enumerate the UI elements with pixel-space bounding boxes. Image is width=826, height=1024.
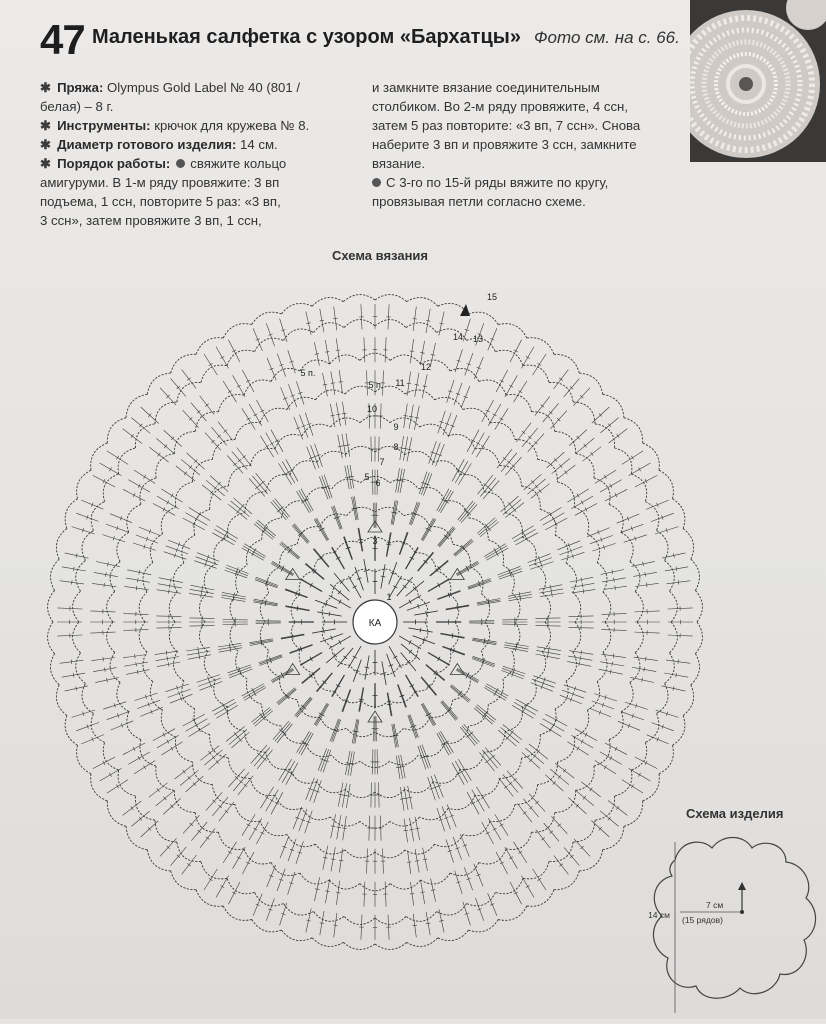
note-5p-label: 5 п. [369, 380, 384, 390]
stitch-bar [331, 826, 335, 827]
rows-label: (15 рядов) [682, 915, 723, 925]
stitch-bar [275, 802, 279, 804]
stitch-bar [205, 404, 209, 407]
stitch-bar [420, 352, 424, 353]
stitch-bar [228, 391, 232, 393]
stitch-bar [247, 824, 251, 826]
stitch-bar [387, 544, 391, 545]
stitch-bar [552, 723, 554, 727]
stitch-bar [481, 796, 485, 798]
stitch-bar [524, 534, 526, 538]
stitch-bar [198, 647, 199, 651]
stitch-bar [209, 751, 212, 755]
stitch-bar [552, 593, 553, 597]
stitch-bar [580, 656, 581, 660]
stitch-bar [333, 925, 337, 926]
stitch-bar [615, 493, 617, 497]
stitch-bar [421, 892, 425, 893]
row-number-label: 14 [453, 332, 463, 342]
stitch-bar [407, 449, 411, 450]
stitch-bar [500, 380, 504, 382]
stitch-bar [198, 651, 199, 655]
stitch-bar [260, 832, 264, 834]
stitch-bar [183, 770, 186, 774]
stitch-bar [209, 363, 213, 365]
stitch-bar [342, 413, 346, 414]
stitch-bar [538, 363, 542, 365]
stitch-bar [331, 383, 335, 384]
stitch-bar [275, 440, 279, 442]
pattern-title: Маленькая салфетка с узором «Бархатцы» [92, 24, 521, 50]
asterisk-icon: ✱ [40, 156, 51, 171]
stitch-bar [346, 445, 350, 446]
stitch-bar [400, 799, 404, 800]
stitch-bar [167, 656, 168, 660]
stitch-bar [613, 654, 614, 658]
stitch-bar [365, 667, 369, 668]
stitch-bar [631, 785, 633, 789]
stitch-bar [410, 351, 414, 352]
stitch-bar [224, 430, 228, 433]
stitch-bar [581, 740, 583, 744]
stitch-bar [166, 651, 167, 655]
stitch-bar [631, 456, 633, 460]
stitch-bar [254, 414, 258, 416]
stitch-bar [116, 456, 118, 460]
stitch-bar [415, 861, 419, 862]
stitch-bar [538, 878, 542, 880]
stitch-bar [116, 785, 118, 789]
stitch-bar [579, 662, 580, 666]
stitch-bar [252, 688, 254, 692]
stitch-bar [460, 771, 464, 773]
instructions-column: и замкните вязание соединительным столбиком. Во 2-м ряду провяжите, 4 ссн, затем 5 раз повторите: «3 вп, 7 ссн». Снова наберите 3 вп и провяжите 3 ссн, замкните вязание. С 3-го по 15-й ряды вяжите по кругу, провязывая петли согласно схеме. [372, 78, 672, 211]
stitch-bar [195, 517, 197, 521]
stitch-bar [220, 356, 224, 358]
stitch-bar [136, 586, 137, 590]
row-number-label: 8 [393, 442, 398, 452]
stitch-bar [247, 418, 251, 420]
stitch-bar [202, 585, 203, 589]
stitch-bar [647, 583, 648, 587]
stitch-bar [387, 704, 391, 705]
stitch-bar [645, 572, 646, 576]
radius-label: 7 см [706, 900, 723, 910]
stitch-bar [615, 586, 616, 590]
stitch-bar [283, 769, 287, 771]
stitch-bar [614, 578, 615, 582]
stitch-bar [409, 416, 413, 417]
stitch-bar [548, 650, 549, 654]
pattern-number: 47 [40, 18, 85, 62]
stitch-bar [393, 586, 397, 588]
stitch-bar [471, 802, 475, 804]
stitch-bar [410, 894, 414, 895]
stitch-bar [171, 494, 173, 498]
stitch-bar [420, 628, 421, 632]
asterisk-icon: ✱ [40, 118, 51, 133]
stitch-bar [136, 662, 137, 666]
mini-scheme-title: Схема изделия [686, 806, 783, 821]
stitch-bar [518, 391, 522, 393]
stitch-bar [135, 654, 136, 658]
stitch-bar [494, 692, 496, 696]
stitch-bar [503, 457, 506, 460]
stitch-bar [167, 740, 169, 744]
stitch-bar [426, 611, 427, 615]
stitch-bar [581, 501, 583, 505]
stitch-bar [74, 567, 75, 571]
center-label: КА [369, 618, 382, 629]
row-number-label: 3 [372, 536, 377, 546]
stitch-bar [526, 885, 530, 887]
specs-column: ✱ Пряжа: Olympus Gold Label № 40 (801 / белая) – 8 г. ✱ Инструменты: крючок для кружева № 8. ✱ Диаметр готового изделия: 14 см. ✱ Порядок работы: свяжите кольцо амигуруми. В 1-м ряду провяжите: 3 вп подъема, 1 ссн, повторите 5 раз: «3 вп, 3 ссн», затем провяжите 3 вп, 1 ссн, [40, 78, 340, 230]
stitch-bar [339, 382, 343, 383]
stitch-bar [393, 656, 397, 658]
stitch-bar [481, 445, 485, 447]
stitch-bar [524, 707, 526, 711]
stitch-bar [523, 812, 527, 815]
stitch-bar [333, 318, 337, 319]
stitch-bar [353, 586, 357, 588]
scheme-title: Схема вязания [300, 248, 460, 263]
stitch-bar [103, 657, 104, 661]
stitch-bar [339, 640, 341, 644]
stitch-bar [460, 471, 464, 473]
stitch-bar [287, 771, 291, 773]
stitch-bar [246, 380, 250, 382]
stitch-bar [138, 756, 140, 760]
stitch-bar [413, 925, 417, 926]
stitch-bar [228, 851, 232, 853]
stitch-bar [131, 806, 134, 810]
stitch-bar [400, 448, 404, 449]
stitch-bar [520, 597, 521, 601]
stitch-bar [518, 851, 522, 853]
stitch-bar [471, 440, 475, 442]
stitch-bar [616, 806, 619, 810]
stitch-bar [409, 600, 411, 604]
stitch-bar [617, 434, 620, 438]
stitch-bar [547, 654, 548, 658]
photo-reference: Фото см. на с. 66. [534, 26, 680, 50]
stitch-bar [224, 707, 226, 711]
stitch-bar [476, 799, 480, 801]
row-number-label: 5 [364, 472, 369, 482]
row-number-label: 6 [375, 478, 380, 488]
stitch-bar [195, 723, 197, 727]
stitch-bar [500, 418, 504, 420]
header [40, 18, 690, 62]
stitch-bar [426, 923, 430, 924]
stitch-bar [612, 662, 613, 666]
stitch-bar [339, 600, 341, 604]
stitch-bar [242, 456, 246, 459]
stitch-bar [644, 667, 645, 671]
stitch-bar [226, 530, 228, 534]
stitch-bar [526, 356, 530, 358]
stitch-bar [359, 539, 363, 540]
stitch-bar [163, 733, 165, 737]
stitch-bar [339, 860, 343, 861]
stitch-bar [522, 710, 524, 714]
stitch-bar [583, 589, 584, 593]
stitch-bar [320, 923, 324, 924]
stitch-bar [254, 828, 258, 830]
stitch-bar [509, 857, 513, 859]
stitch-bar [549, 647, 550, 651]
stitch-bar [171, 747, 173, 751]
stitch-bar [237, 857, 241, 859]
stitch-bar [71, 660, 72, 664]
stitch-bar [260, 410, 264, 412]
arch-mark [286, 664, 300, 675]
stitch-bar [292, 634, 293, 638]
stitch-bar [270, 799, 274, 801]
bullet-icon [176, 159, 185, 168]
stitch-bar [350, 476, 354, 477]
stitch-bar [265, 796, 269, 798]
stitch-bar [329, 612, 330, 616]
stitch-bar [206, 837, 210, 840]
stitch-bar [342, 445, 346, 446]
stitch-bar [229, 643, 230, 647]
stitch-bar [336, 414, 340, 415]
stitch-bar [104, 583, 105, 587]
stitch-bar [539, 489, 542, 493]
stitch-bar [187, 378, 191, 381]
stitch-bar [287, 471, 291, 473]
stitch-bar [610, 484, 612, 488]
stitch-bar [403, 416, 407, 417]
stitch-bar [610, 756, 612, 760]
stitch-bar [537, 750, 540, 753]
stitch-bar [493, 414, 497, 416]
stitch-bar [144, 765, 146, 769]
stitch-bar [638, 467, 640, 471]
stitch-bar [541, 838, 545, 841]
crochet-chart [30, 280, 730, 960]
stitch-bar [452, 634, 453, 638]
stitch-bar [225, 810, 228, 813]
stitch-bar [336, 893, 340, 894]
row-number-label: 11 [395, 378, 404, 388]
stitch-bar [541, 405, 545, 408]
stitch-bar [331, 859, 335, 860]
stitch-bar [72, 580, 73, 584]
stitch-bar [590, 788, 593, 792]
stitch-bar [678, 580, 679, 584]
stitch-bar [407, 862, 411, 863]
stitch-bar [504, 786, 508, 789]
stitch-bar [676, 567, 677, 571]
stitch-bar [167, 501, 169, 505]
stitch-bar [301, 741, 305, 743]
stitch-bar [581, 650, 582, 654]
row-number-label: 12 [421, 362, 431, 372]
row-number-label: 1 [386, 592, 391, 602]
stitch-bar [105, 668, 106, 672]
stitch-bar [320, 320, 324, 321]
stitch-bar [342, 828, 346, 829]
stitch-bar [209, 878, 213, 880]
stitch-bar [563, 769, 566, 772]
row-number-label: 15 [487, 292, 497, 302]
stitch-bar [73, 673, 74, 677]
diameter-label: 14 см [648, 910, 670, 920]
stitch-bar [577, 494, 579, 498]
row-number-label: 10 [367, 404, 377, 414]
stitch-bar [254, 548, 256, 552]
stitch-bar [337, 827, 341, 828]
stitch-bar [404, 830, 408, 831]
note-5p-label: 5 п. [301, 368, 316, 378]
stitch-bar [144, 475, 146, 479]
stitch-bar [109, 773, 111, 777]
stitch-bar [409, 829, 413, 830]
asterisk-icon: ✱ [40, 137, 51, 152]
doily-photo [690, 0, 826, 162]
row-number-label: 9 [393, 422, 398, 432]
stitch-bar [522, 431, 525, 434]
stitch-bar [382, 673, 386, 674]
stitch-bar [364, 571, 368, 572]
bullet-icon [372, 178, 381, 187]
stitch-bar [413, 319, 417, 320]
stitch-bar [500, 824, 504, 826]
stitch-bar [445, 501, 449, 503]
start-arrow-icon [460, 304, 470, 316]
stitch-bar [559, 378, 563, 381]
stitch-bar [577, 747, 579, 751]
stitch-bar [105, 572, 106, 576]
stitch-bar [158, 453, 161, 457]
stitch-bar [565, 471, 568, 475]
stitch-bar [210, 491, 213, 494]
stitch-bar [187, 863, 191, 866]
stitch-bar [338, 794, 342, 795]
asterisk-icon: ✱ [40, 80, 51, 95]
stitch-bar [246, 862, 250, 864]
stitch-bar [615, 747, 617, 751]
stitch-bar [137, 578, 138, 582]
stitch-bar [336, 350, 340, 351]
stitch-bar [646, 657, 647, 661]
stitch-bar [591, 452, 594, 456]
stitch-bar [604, 475, 606, 479]
stitch-bar [678, 660, 679, 664]
row-number-label: 7 [379, 457, 384, 467]
stitch-bar [163, 507, 165, 511]
stitch-bar [201, 589, 202, 593]
stitch-bar [559, 864, 563, 867]
stitch-bar [604, 765, 606, 769]
stitch-bar [404, 798, 408, 799]
stitch-bar [220, 885, 224, 887]
stitch-bar [325, 891, 329, 892]
stitch-bar [131, 434, 134, 438]
stitch-bar [237, 385, 241, 387]
stitch-bar [270, 442, 274, 444]
stitch-bar [493, 828, 497, 830]
stitch-bar [415, 417, 419, 418]
stitch-bar [244, 784, 247, 787]
stitch-bar [353, 656, 357, 658]
stitch-bar [169, 584, 170, 588]
stitch-bar [409, 640, 411, 644]
stitch-bar [407, 383, 411, 384]
stitch-bar [463, 473, 467, 475]
stitch-bar [133, 493, 135, 497]
product-scheme [640, 798, 826, 1019]
stitch-bar [324, 629, 325, 633]
stitch-bar [457, 606, 458, 610]
stitch-bar [585, 733, 587, 737]
stitch-bar [486, 410, 490, 412]
stitch-bar [396, 767, 400, 768]
stitch-bar [509, 385, 513, 387]
stitch-bar [500, 862, 504, 864]
stitch-bar [184, 472, 187, 475]
scalloped-outline [653, 838, 815, 999]
stitch-bar [265, 445, 269, 447]
stitch-bar [585, 507, 587, 511]
stitch-bar [359, 699, 363, 700]
stitch-bar [133, 747, 135, 751]
stitch-bar [138, 484, 140, 488]
stitch-bar [325, 352, 329, 353]
stitch-bar [297, 606, 298, 610]
stitch-bar [638, 773, 640, 777]
stitch-bar [224, 534, 226, 538]
stitch-bar [476, 442, 480, 444]
stitch-bar [496, 552, 498, 556]
stitch-bar [346, 796, 350, 797]
stitch-bar [157, 788, 160, 792]
stitch-bar [342, 795, 346, 796]
stitch-bar [415, 384, 419, 385]
stitch-bar [381, 576, 385, 577]
stitch-bar [486, 832, 490, 834]
stitch-bar [403, 448, 407, 449]
arch-mark [450, 664, 464, 675]
stitch-bar [426, 321, 430, 322]
stitch-bar [552, 517, 554, 521]
stitch-bar [201, 593, 202, 597]
stitch-bar [109, 467, 111, 471]
stitch-bar [169, 589, 170, 593]
row-number-label: 13 [473, 334, 483, 344]
stitch-bar [582, 583, 583, 587]
stitch-bar [676, 673, 677, 677]
stitch-bar [170, 578, 171, 582]
stitch-bar [551, 589, 552, 593]
